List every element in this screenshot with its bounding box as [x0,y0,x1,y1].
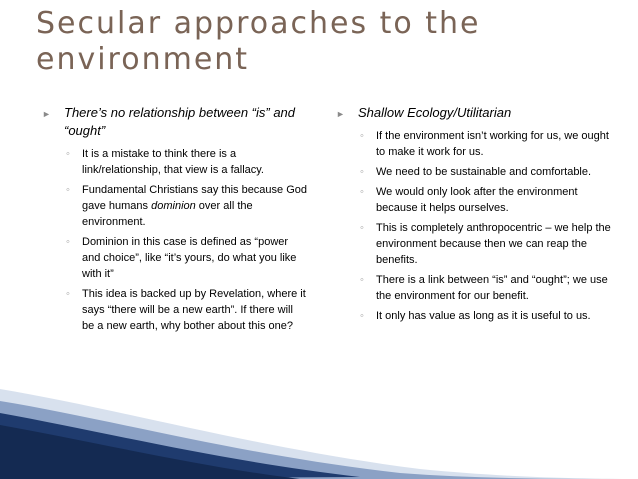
list-item [66,234,308,282]
left-column [36,104,308,338]
list-item [66,182,308,230]
list-item-text: There is a link between “is” and “ought”; we use the environment for our benefit. [376,274,608,302]
left-heading: There’s no relationship between “is” and “ought” [64,105,296,138]
right-heading: Shallow Ecology/Utilitarian [358,105,512,120]
list-item-text: We need to be sustainable and comfortable. [376,166,592,178]
list-item [360,184,620,216]
circle-bullet-icon: ◦ [360,222,364,234]
list-item [360,272,620,304]
list-item [360,220,620,268]
list-item [360,128,620,160]
list-item-text: Dominion in this case is defined as “power and choice”, like “it’s yours, do what you like with it” [82,236,297,280]
circle-bullet-icon: ◦ [66,148,70,160]
list-item-text: It is a mistake to think there is a link/relationship, that view is a fallacy. [82,148,264,176]
list-item-text: over all the environment. [82,200,253,228]
list-item-text: Fundamental Christians say this because God gave humans [82,184,308,212]
right-subpoints [330,128,620,324]
decorative-wave [0,379,638,479]
list-item-text: If the environment isn’t working for us, we ought to make it work for us. [376,130,609,158]
circle-bullet-icon: ◦ [66,236,70,248]
list-item-text: This is completely anthropocentric – we help the environment because then we can reap the benefits. [376,222,611,266]
circle-bullet-icon: ◦ [360,186,364,198]
circle-bullet-icon: ◦ [360,274,364,286]
list-item-text: It only has value as long as it is useful to us. [376,310,591,322]
list-item-text: This idea is backed up by Revelation, where it says “there will be a new earth”. If there will be a new earth, why bother about this one? [82,288,306,332]
list-item [360,308,620,324]
triangle-bullet-icon: ► [42,109,51,119]
list-item [360,164,620,180]
list-item [66,286,308,334]
slide-title: Secular approaches to the environment [36,6,481,77]
triangle-bullet-icon: ► [336,109,345,119]
emphasis-text: dominion [151,200,196,212]
list-item-text: We would only look after the environment because it helps ourselves. [376,186,578,214]
circle-bullet-icon: ◦ [66,184,70,196]
circle-bullet-icon: ◦ [360,130,364,142]
right-column [330,104,620,328]
circle-bullet-icon: ◦ [360,166,364,178]
left-subpoints [36,146,308,334]
circle-bullet-icon: ◦ [66,288,70,300]
left-heading-bullet [36,104,308,140]
circle-bullet-icon: ◦ [360,310,364,322]
list-item [66,146,308,178]
right-heading-bullet [330,104,620,122]
